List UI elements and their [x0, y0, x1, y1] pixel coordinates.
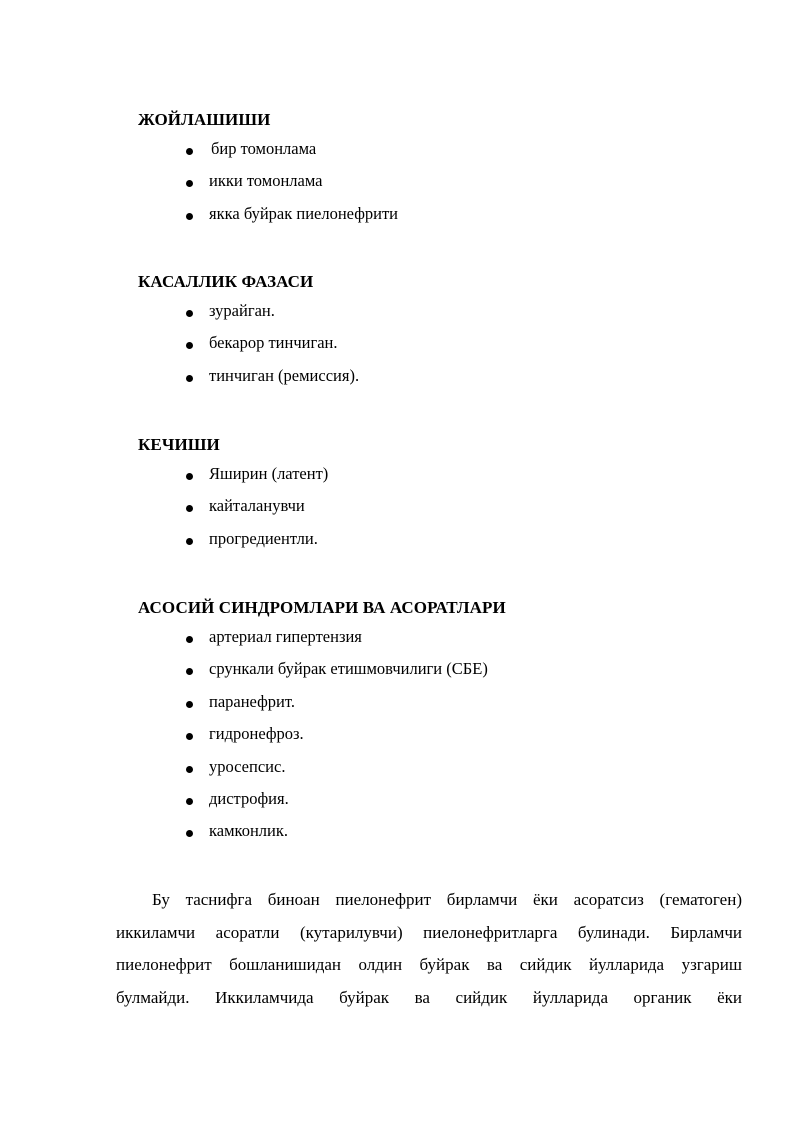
paragraph-line: булмайди. Иккиламчида буйрак ва сийдик йулларида органик ёки	[116, 987, 742, 1007]
bullet-list	[0, 627, 800, 858]
bullet-icon	[186, 310, 193, 317]
list-item-text: бир томонлама	[211, 139, 317, 158]
list-item-text: дистрофия.	[209, 788, 289, 808]
section-heading: ЖОЙЛАШИШИ	[138, 110, 271, 129]
paragraph-line: иккиламчи асоратли (кутарилувчи) пиелонефритларга булинади. Бирламчи	[116, 922, 742, 942]
bullet-icon	[186, 213, 193, 220]
bullet-icon	[186, 180, 193, 187]
list-item	[0, 496, 800, 532]
bullet-icon	[186, 798, 193, 805]
list-item	[0, 691, 800, 728]
list-item-text: зурайган.	[209, 301, 275, 320]
list-item-text: икки томонлама	[209, 171, 323, 191]
list-item	[0, 528, 800, 565]
list-item-text: Яширин (латент)	[209, 464, 329, 483]
bullet-list	[0, 301, 800, 402]
bullet-icon	[186, 636, 193, 643]
bullet-list	[0, 139, 800, 240]
bullet-icon	[186, 668, 193, 675]
bullet-icon	[186, 830, 193, 837]
bullet-icon	[186, 701, 193, 708]
bullet-icon	[186, 375, 193, 382]
list-item	[0, 203, 800, 240]
list-item	[0, 788, 800, 825]
list-item	[0, 365, 800, 402]
bullet-icon	[186, 342, 193, 349]
list-item-text: срункали буйрак етишмовчилиги (СБЕ)	[209, 659, 488, 679]
list-item-text: кайталанувчи	[209, 496, 305, 516]
list-item-text: тинчиган (ремиссия).	[209, 365, 360, 385]
bullet-icon	[186, 538, 193, 545]
list-item	[0, 464, 800, 500]
list-item	[0, 724, 800, 760]
bullet-icon	[186, 148, 193, 155]
paragraph-line: пиелонефрит бошланишидан олдин буйрак ва сийдик йулларида узгариш	[116, 955, 742, 974]
list-item	[0, 756, 800, 793]
paragraph-line: Бу таснифга биноан пиелонефрит бирламчи ёки асоратсиз (гематоген)	[152, 890, 742, 909]
list-item-text: гидронефроз.	[209, 724, 304, 744]
list-item-text: прогредиентли.	[209, 528, 318, 548]
section-heading: КАСАЛЛИК ФАЗАСИ	[138, 272, 314, 291]
section-heading: КЕЧИШИ	[138, 435, 220, 454]
list-item-text: уросепсис.	[209, 756, 286, 776]
list-item	[0, 301, 800, 337]
bullet-icon	[186, 505, 193, 512]
list-item	[0, 171, 800, 207]
list-item-text: паранефрит.	[209, 691, 295, 711]
list-item	[0, 139, 800, 175]
list-item-text: бекарор тинчиган.	[209, 333, 338, 353]
list-item-text: якка буйрак пиелонефрити	[209, 203, 399, 223]
bullet-icon	[186, 766, 193, 773]
body-paragraph	[116, 884, 742, 1014]
list-item	[0, 821, 800, 857]
section-heading: АСОСИЙ СИНДРОМЛАРИ ВА АСОРАТЛАРИ	[138, 598, 506, 617]
list-item	[0, 333, 800, 369]
bullet-icon	[186, 733, 193, 740]
list-item	[0, 659, 800, 695]
bullet-icon	[186, 473, 193, 480]
bullet-list	[0, 464, 800, 565]
list-item-text: камконлик.	[209, 821, 288, 841]
list-item-text: артериал гипертензия	[209, 627, 362, 646]
